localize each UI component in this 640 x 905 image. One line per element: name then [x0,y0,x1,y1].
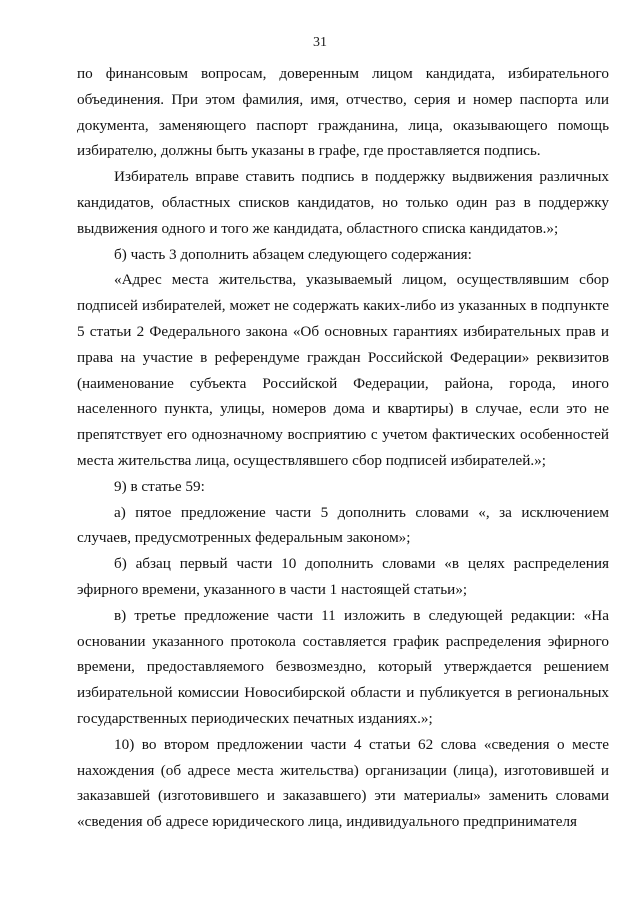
paragraph-address-quote: «Адрес места жительства, указываемый лицом, осуществлявшим сбор подписей избирателей, может не содержать каких-либо из указанных в подпункте 5 статьи 2 Федерального закона «Об основных гарантиях избирательных прав и права на участие в референдуме граждан Российской Федерации» реквизитов (наименование субъекта Российской Федерации, района, города, иного населенного пункта, улицы, номеров дома и квартиры) в случае, если это не препятствует его однозначному восприятию с учетом фактических особенностей места жительства лица, осуществлявшего сбор подписей избирателей.»; [77,271,609,469]
paragraph-item-a-part-5: а) пятое предложение части 5 дополнить словами «, за исключением случаев, предусмотренных федеральным законом»; [77,503,609,547]
paragraph-item-v-part-11: в) третье предложение части 11 изложить в следующей редакции: «На основании указанного протокола составляется график распределения эфирного времени, предоставляемого безвозмездно, который утверждается решением избирательной комиссии Новосибирской области и публикуется в региональных государственных периодических печатных изданиях.»; [77,606,609,727]
paragraph-item-b-part-3: б) часть 3 дополнить абзацем следующего содержания: [114,245,472,263]
paragraph-continuation: по финансовым вопросам, доверенным лицом кандидата, избирательного объединения. При этом фамилия, имя, отчество, серия и номер паспорта или документа, заменяющего паспорт гражданина, лица, оказывающего помощь избирателю, должны быть указаны в графе, где проставляется подпись. [77,65,609,160]
paragraph-item-9-article-59: 9) в статье 59: [114,477,205,495]
paragraph-item-10-article-62: 10) во втором предложении части 4 статьи 62 слова «сведения о месте нахождения (об адресе места жительства) организации (лица), изготовившей и заказавшей (изготовившего и заказавшего) эти материалы» заменить словами «сведения об адресе юридического лица, индивидуального предпринимателя [77,735,609,831]
page-number: 31 [313,35,327,50]
paragraph-item-b-part-10: б) абзац первый части 10 дополнить словами «в целях распределения эфирного времени, указанного в части 1 настоящей статьи»; [77,555,609,598]
paragraph-voter-signature-rule: Избиратель вправе ставить подпись в поддержку выдвижения различных кандидатов, областных списков кандидатов, но только один раз в поддержку выдвижения одного и того же кандидата, областного списка кандидатов.»; [77,168,609,237]
document-body [77,61,609,835]
